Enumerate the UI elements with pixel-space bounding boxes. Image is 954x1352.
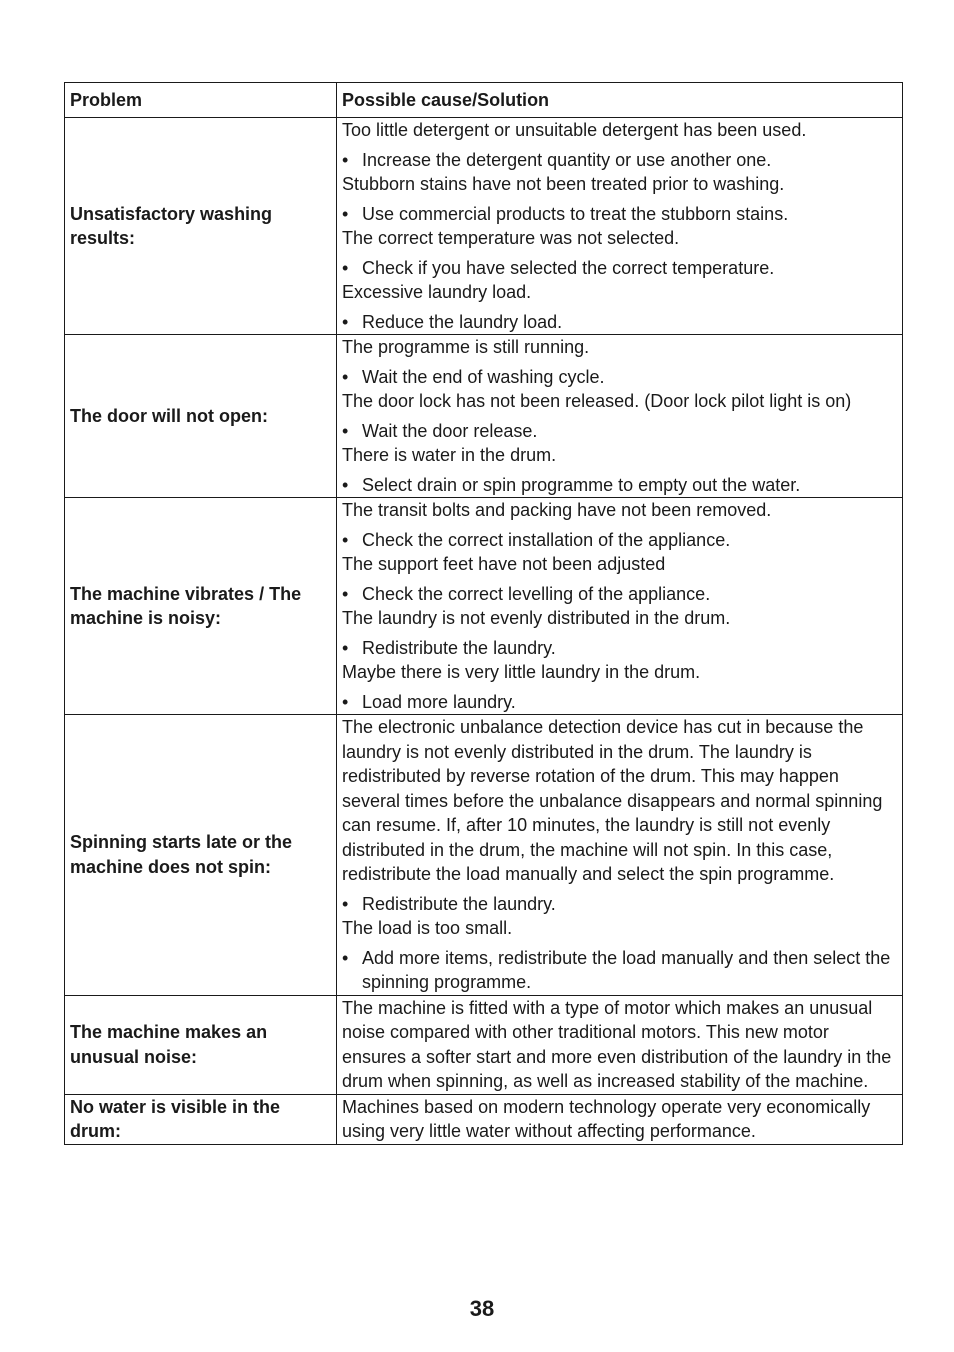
bullet-icon: •: [342, 203, 349, 224]
page-number: 38: [469, 1296, 495, 1321]
header-problem: Problem: [65, 83, 337, 118]
cause-text: The support feet have not been adjusted: [342, 554, 666, 574]
solution-item: [342, 690, 897, 715]
table-row: [65, 715, 903, 996]
solution-text: Check the correct installation of the appliance.: [362, 529, 731, 550]
solution-cell: [337, 995, 903, 1094]
problem-cell: Spinning starts late or the machine does not spin:: [65, 715, 337, 996]
bullet-icon: •: [342, 311, 349, 332]
solution-item: [342, 636, 897, 661]
table-row: [65, 995, 903, 1094]
solution-text: Use commercial products to treat the stubborn stains.: [362, 203, 789, 224]
solution-cell: [337, 1094, 903, 1144]
cause-text: Machines based on modern technology operate very economically using very little water without affecting performance.: [342, 1096, 871, 1141]
cause-text: Maybe there is very little laundry in the drum.: [342, 662, 701, 682]
cause-text: The transit bolts and packing have not been removed.: [342, 500, 772, 520]
table-header-row: [65, 83, 903, 118]
cause-text: The load is too small.: [342, 918, 513, 938]
bullet-icon: •: [342, 257, 349, 278]
table-row: [65, 1094, 903, 1144]
solution-text: Add more items, redistribute the load manually and then select the spinning programme.: [362, 947, 891, 992]
table-row: [65, 498, 903, 715]
solution-item: [342, 256, 897, 281]
solution-item: [342, 528, 897, 553]
bullet-icon: •: [342, 893, 349, 914]
bullet-icon: •: [342, 474, 349, 495]
solution-item: [342, 202, 897, 227]
solution-cell: [337, 715, 903, 996]
problem-cell: The machine vibrates / The machine is noisy:: [65, 498, 337, 715]
bullet-icon: •: [342, 583, 349, 604]
cause-text: The laundry is not evenly distributed in the drum.: [342, 608, 731, 628]
solution-item: [342, 582, 897, 607]
cause-text: The door lock has not been released. (Door lock pilot light is on): [342, 391, 852, 411]
problem-cell: The door will not open:: [65, 335, 337, 498]
cause-text: There is water in the drum.: [342, 445, 557, 465]
bullet-icon: •: [342, 947, 349, 968]
solution-item: [342, 310, 897, 335]
solution-text: Redistribute the laundry.: [362, 637, 556, 658]
table-row: [65, 118, 903, 335]
bullet-icon: •: [342, 691, 349, 712]
bullet-icon: •: [342, 420, 349, 441]
solution-item: [342, 473, 897, 498]
solution-item: [342, 892, 897, 917]
bullet-icon: •: [342, 637, 349, 658]
cause-text: Stubborn stains have not been treated prior to washing.: [342, 174, 785, 194]
cause-text: The machine is fitted with a type of motor which makes an unusual noise compared with other traditional motors. This new motor ensures a softer start and more even distribution of the laundry in the drum when spinning, as well as increased stability of the machine.: [342, 997, 892, 1091]
solution-item: [342, 419, 897, 444]
solution-text: Increase the detergent quantity or use another one.: [362, 149, 772, 170]
solution-text: Load more laundry.: [362, 691, 516, 712]
cause-text: Excessive laundry load.: [342, 282, 532, 302]
bullet-icon: •: [342, 149, 349, 170]
solution-text: Reduce the laundry load.: [362, 311, 563, 332]
troubleshooting-table: [64, 82, 903, 1145]
cause-text: The programme is still running.: [342, 337, 590, 357]
solution-item: [342, 946, 897, 995]
problem-cell: Unsatisfactory washing results:: [65, 118, 337, 335]
solution-item: [342, 148, 897, 173]
solution-cell: [337, 498, 903, 715]
cause-text: The correct temperature was not selected.: [342, 228, 680, 248]
solution-text: Select drain or spin programme to empty out the water.: [362, 474, 801, 495]
solution-text: Wait the door release.: [362, 420, 538, 441]
solution-text: Wait the end of washing cycle.: [362, 366, 605, 387]
solution-cell: [337, 118, 903, 335]
header-solution: Possible cause/Solution: [337, 83, 903, 118]
solution-text: Check if you have selected the correct temperature.: [362, 257, 775, 278]
solution-text: Check the correct levelling of the appliance.: [362, 583, 711, 604]
problem-cell: The machine makes an unusual noise:: [65, 995, 337, 1094]
solution-cell: [337, 335, 903, 498]
cause-text: The electronic unbalance detection device has cut in because the laundry is not evenly distributed in the drum. The laundry is redistributed by reverse rotation of the drum. This may happen several times before the unbalance disappears and normal spinning can resume. If, after 10 minutes, the laundry is still not evenly distributed in the drum, the machine will not spin. In this case, redistribute the load manually and select the spin programme.: [342, 717, 883, 884]
table-body: [65, 118, 903, 1145]
problem-cell: No water is visible in the drum:: [65, 1094, 337, 1144]
cause-text: Too little detergent or unsuitable detergent has been used.: [342, 120, 807, 140]
bullet-icon: •: [342, 529, 349, 550]
solution-item: [342, 365, 897, 390]
table-row: [65, 335, 903, 498]
solution-text: Redistribute the laundry.: [362, 893, 556, 914]
bullet-icon: •: [342, 366, 349, 387]
